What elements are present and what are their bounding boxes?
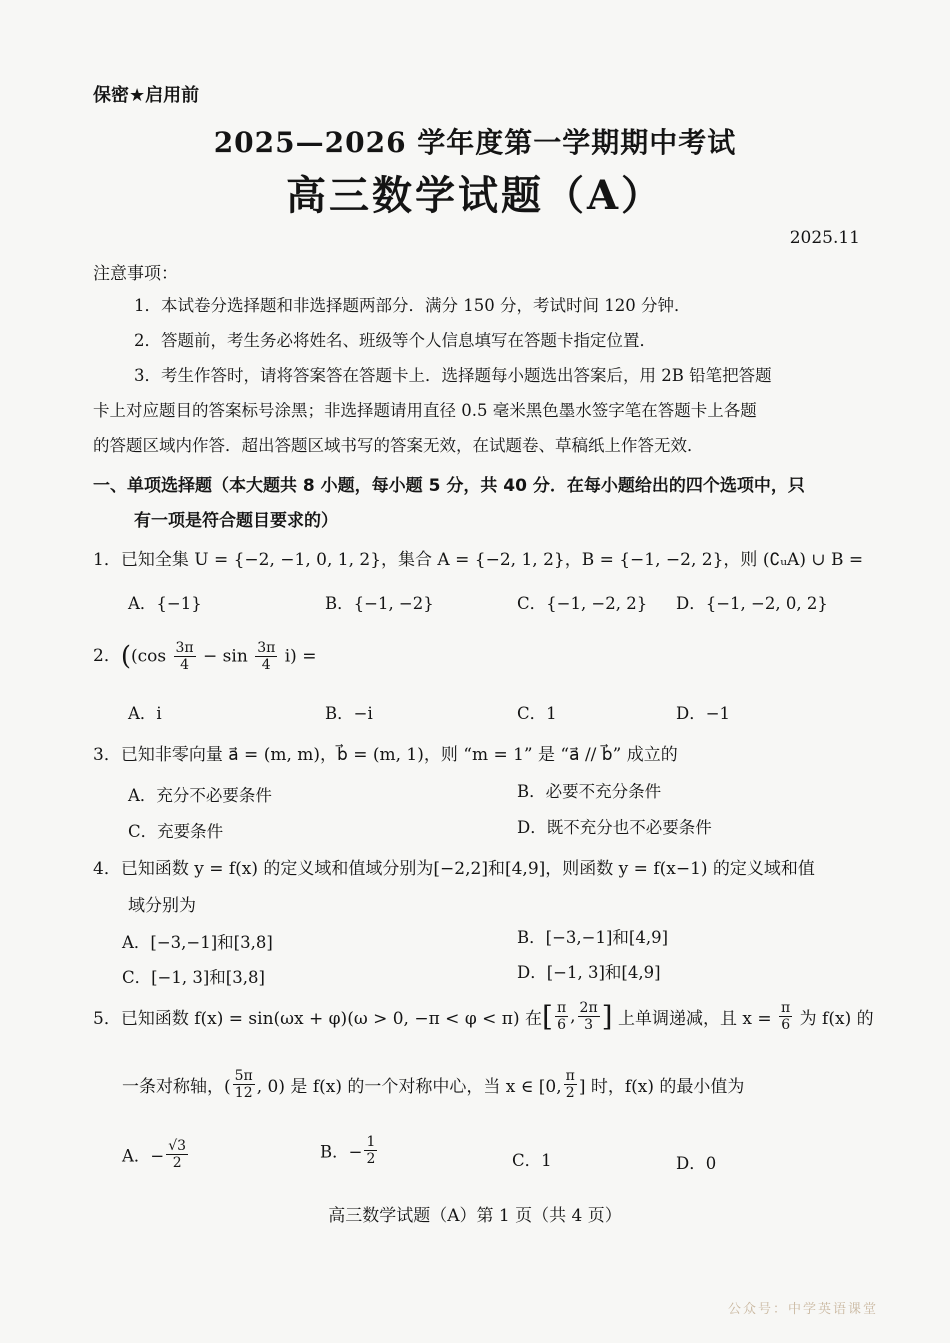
exam-title: 2025—2026 学年度第一学期期中考试 xyxy=(213,126,737,159)
confidential-label: 保密★启用前 xyxy=(93,85,200,106)
q2-option-a: A．i xyxy=(128,704,162,723)
question-4-stem-cont: 域分别为 xyxy=(128,896,196,916)
question-3-stem: 3．已知非零向量 a⃗ = (m, m)，b⃗ = (m, 1)，则 “m = 1” 是 “a⃗ // b⃗” 成立的 xyxy=(93,745,678,765)
q3-option-a: A．充分不必要条件 xyxy=(128,786,272,805)
question-2-stem: 2．((cos $\frac{3\pi}{4}$ − sin $\frac{3\pi}{4}$ i) = xyxy=(93,640,317,674)
q2-fraction-2: $\frac{3\pi}{4}$ xyxy=(257,640,276,674)
q1-option-b: B．{−1, −2} xyxy=(325,594,434,613)
q2-sin: − sin xyxy=(203,646,248,667)
q4-option-b: B．[−3,−1]和[4,9] xyxy=(517,928,669,947)
q5-option-a: A．− $\frac{√3}{2}$ xyxy=(122,1138,187,1172)
q5-line2-c: ] 时，f(x) 的最小值为 xyxy=(578,1077,745,1098)
q5-part-2: 上单调递减，且 x = xyxy=(618,1009,772,1030)
q1-option-a: A．{−1} xyxy=(128,594,202,613)
q2-cos: (cos xyxy=(130,646,167,667)
notice-item-1: 1．本试卷分选择题和非选择题两部分．满分 150 分，考试时间 120 分钟． xyxy=(134,296,691,315)
notice-heading: 注意事项： xyxy=(93,264,178,284)
notice-item-3-end: 的答题区域内作答．超出答题区域书写的答案无效，在试题卷、草稿纸上作答无效． xyxy=(93,436,704,455)
page-footer: 高三数学试题（A）第 1 页（共 4 页） xyxy=(328,1206,622,1226)
notice-item-3-cont: 卡上对应题目的答案标号涂黑；非选择题请用直径 0.5 毫米黑色墨水签字笔在答题卡上各题 xyxy=(93,401,757,420)
q2-option-d: D．−1 xyxy=(676,704,731,723)
q3-option-b: B．必要不充分条件 xyxy=(517,782,662,801)
exam-subtitle: 高三数学试题（A） xyxy=(285,172,665,219)
question-5-stem-cont xyxy=(122,1068,744,1101)
section-heading-cont: 有一项是符合题目要求的） xyxy=(134,511,338,531)
notice-item-3: 3．考生作答时，请将答案答在答题卡上．选择题每小题选出答案后，用 2B 铅笔把答题 xyxy=(134,366,772,385)
q5-part-1: 5．已知函数 f(x) = sin(ωx + φ)(ω > 0, −π < φ < π) 在 xyxy=(93,1009,542,1030)
q2-option-b: B．−i xyxy=(325,704,373,723)
question-5-stem: 5．已知函数 f(x) = sin(ωx + φ)(ω > 0, −π < φ < π) 在[ $\frac{\pi}{6}$ , $\frac{2\pi}{3}$ ] 上单调递减，且 x = $\frac{\pi}{6}$ 为 f(x) 的 xyxy=(93,1000,874,1034)
q3-option-c: C．充要条件 xyxy=(128,822,224,841)
q5-option-b: B．− $\frac{1}{2}$ xyxy=(320,1134,376,1168)
q1-option-d: D．{−1, −2, 0, 2} xyxy=(676,594,828,613)
q1-option-c: C．{−1, −2, 2} xyxy=(517,594,648,613)
q2-number: 2． xyxy=(93,646,121,667)
q5-part-3: 为 f(x) 的 xyxy=(799,1009,874,1030)
question-1-stem: 1．已知全集 U = {−2, −1, 0, 1, 2}，集合 A = {−2, 1, 2}，B = {−1, −2, 2}，则 (∁ᵤA) ∪ B = xyxy=(93,550,864,570)
q5-axis-fraction: $\frac{\pi}{6}$ xyxy=(781,1000,791,1034)
q5-interval-start: $\frac{\pi}{6}$ xyxy=(556,1000,567,1034)
q5-line2-a: 一条对称轴，( xyxy=(122,1077,231,1098)
watermark: 公众号：中学英语课堂 xyxy=(727,1302,878,1317)
q4-option-d: D．[−1, 3]和[4,9] xyxy=(517,963,661,982)
q5-option-d: D．0 xyxy=(676,1154,717,1173)
question-4-stem: 4．已知函数 y = f(x) 的定义域和值域分别为[−2,2]和[4,9]，则函数 y = f(x−1) 的定义域和值 xyxy=(93,859,815,879)
q5-range-fraction: $\frac{\pi}{2}$ xyxy=(565,1068,575,1102)
q2-fraction-1: $\frac{3\pi}{4}$ xyxy=(175,640,194,674)
q2-tail: i) = xyxy=(284,646,317,667)
section-heading: 一、单项选择题（本大题共 8 小题，每小题 5 分，共 40 分．在每小题给出的四个选项中，只 xyxy=(93,476,805,496)
q4-option-a: A．[−3,−1]和[3,8] xyxy=(122,933,273,952)
q5-interval-end: $\frac{2\pi}{3}$ xyxy=(579,1000,598,1034)
exam-date: 2025.11 xyxy=(789,228,860,248)
q4-option-c: C．[−1, 3]和[3,8] xyxy=(122,968,265,987)
q5-option-c: C．1 xyxy=(512,1151,552,1170)
q5-center-fraction: $\frac{5\pi}{12}$ xyxy=(234,1068,253,1102)
q2-option-c: C．1 xyxy=(517,704,557,723)
q5-line2-b: , 0) 是 f(x) 的一个对称中心，当 x ∈ [0, xyxy=(256,1077,562,1098)
notice-item-2: 2．答题前，考生务必将姓名、班级等个人信息填写在答题卡指定位置． xyxy=(134,331,656,350)
q3-option-d: D．既不充分也不必要条件 xyxy=(517,818,712,837)
